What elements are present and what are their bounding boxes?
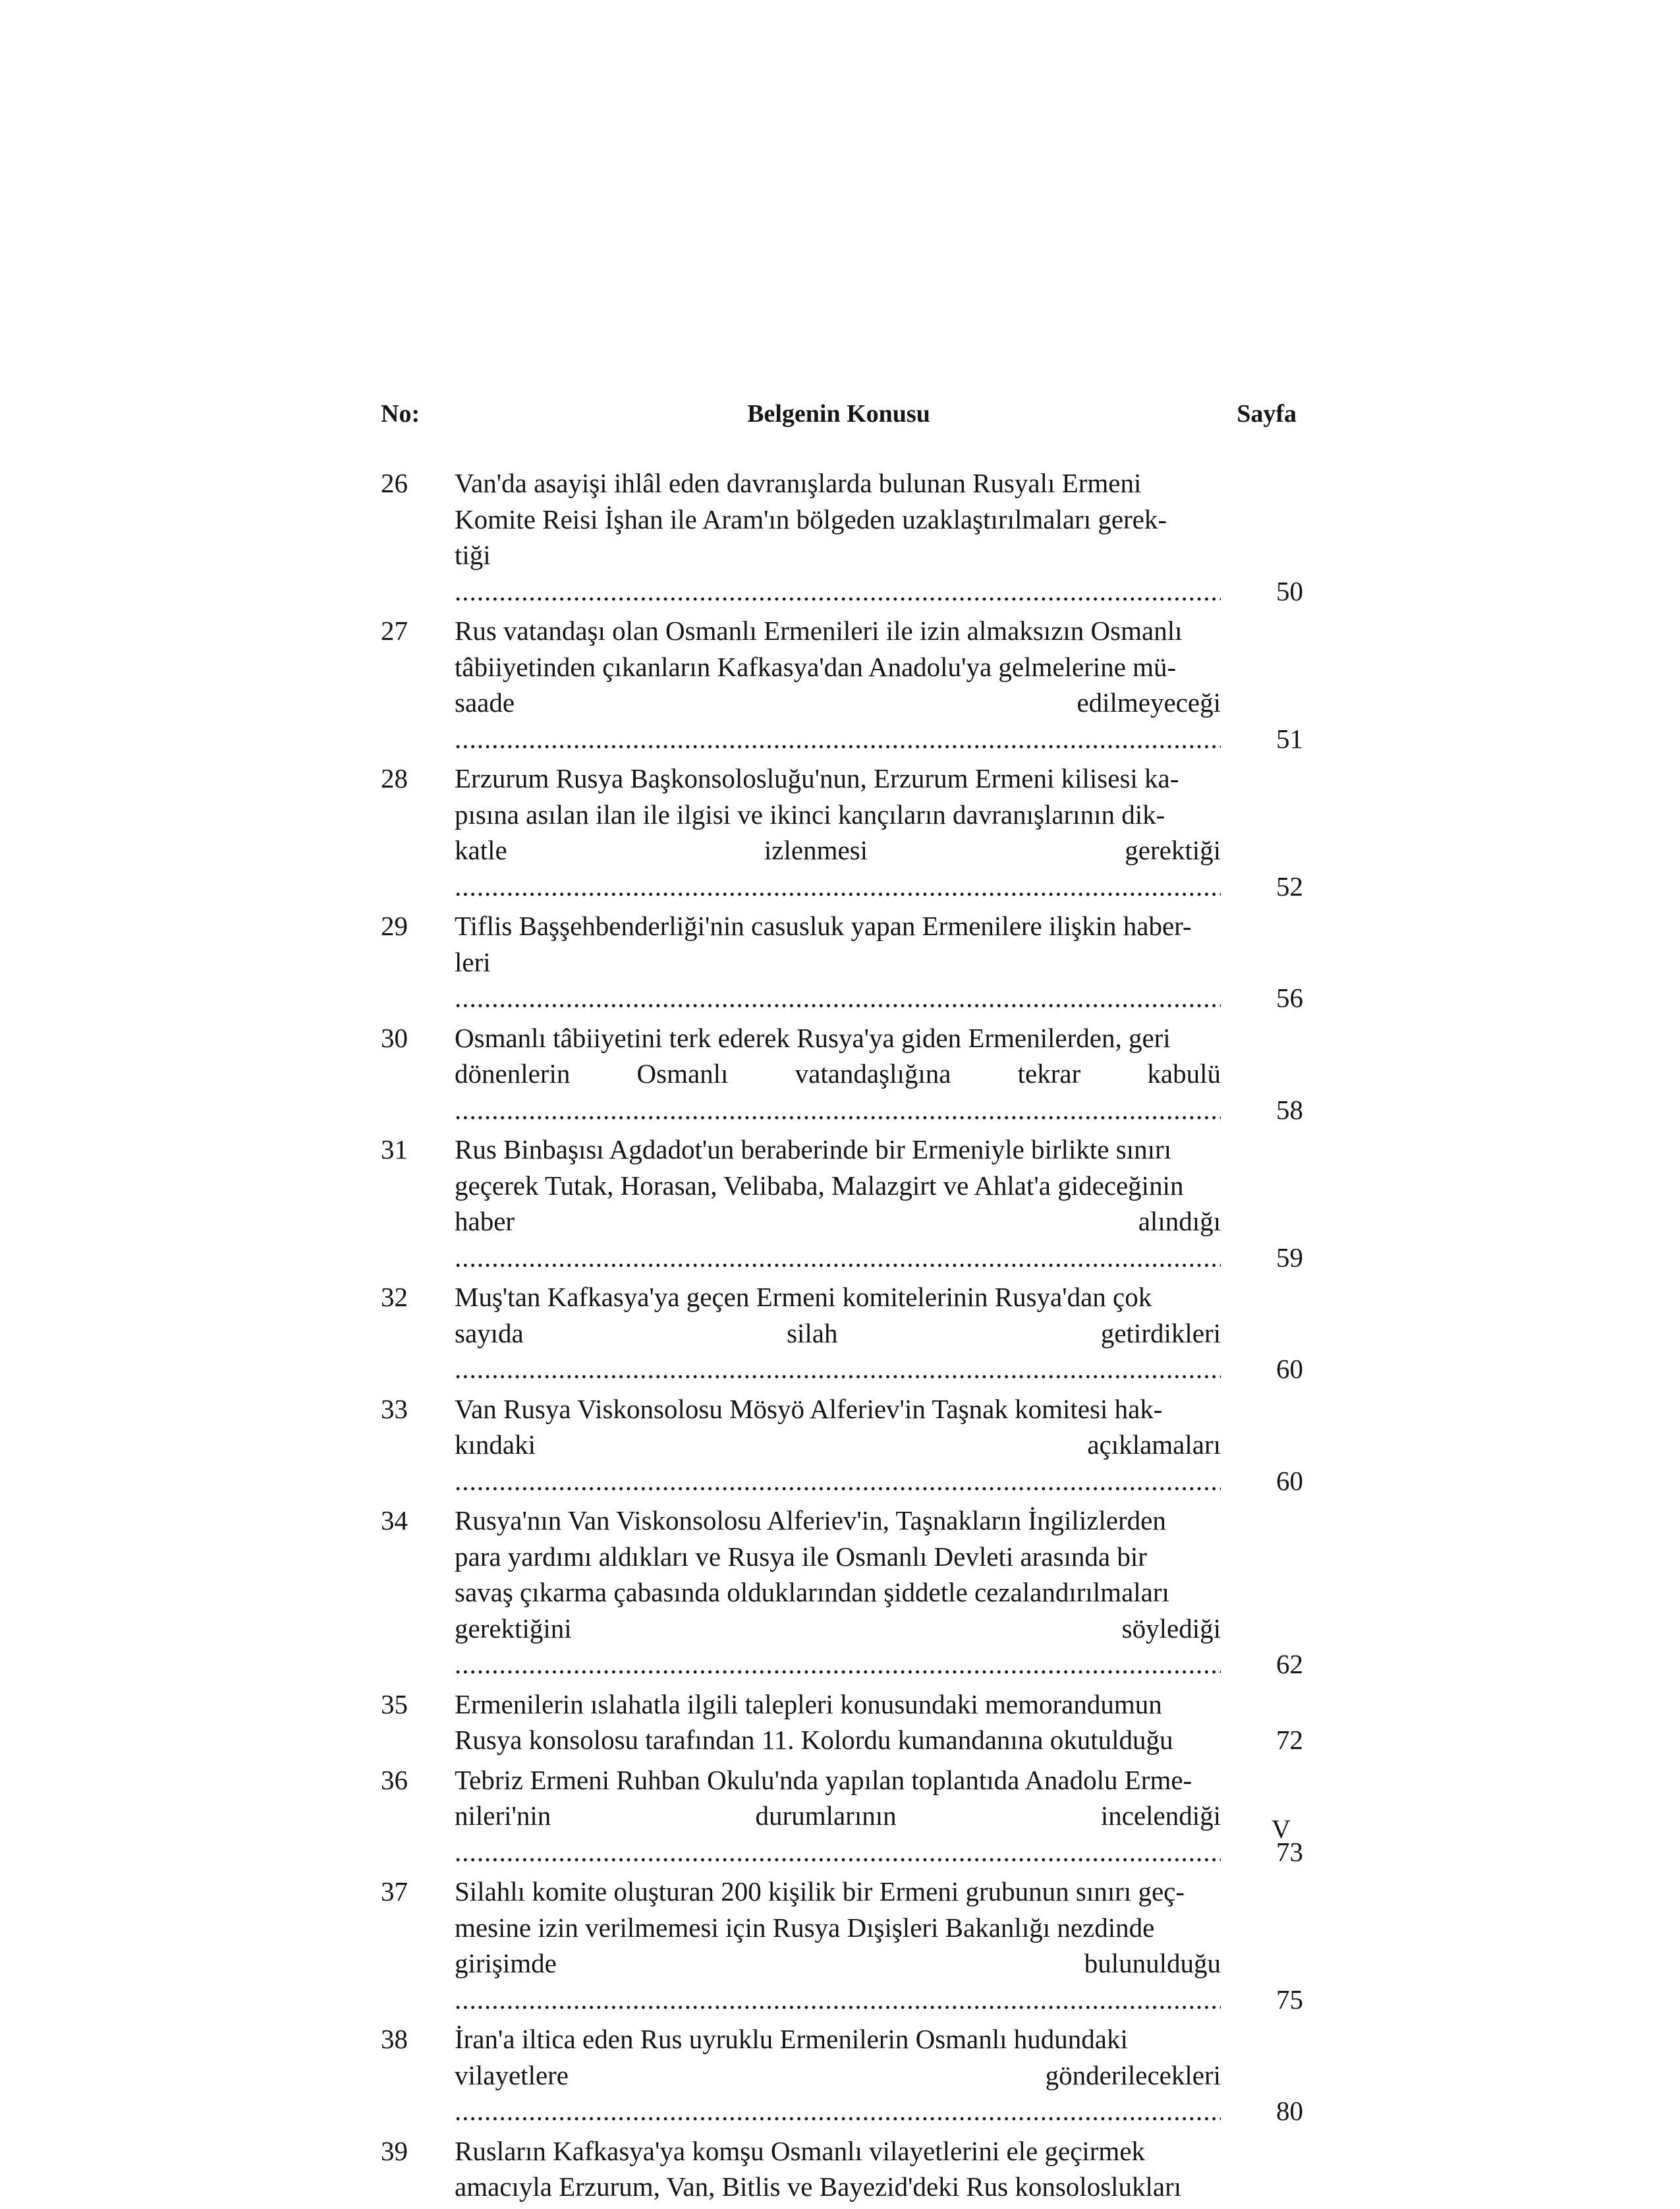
entry-subject: Rus vatandaşı olan Osmanlı Ermenileri ile izin almaksızın Osmanlı tâbiiyetinden çıkanların Kafkasya'dan Anadolu'ya gelmelerine mü- saade edilmeyeceği ..... [455,613,1221,757]
entry-page-number: 51 [1276,723,1303,754]
entry-number: 29 [381,911,408,941]
entry-page-number: 73 [1276,1836,1303,1867]
entry-page-number: 60 [1276,1354,1303,1384]
entry-subject: Ermenilerin ıslahatla ilgili talepleri konusundaki memorandumun Rusya konsolosu tarafından 11. Kolordu kumandanına okutulduğu [455,1688,1173,1755]
entry-page-number: 72 [1276,1725,1303,1755]
entry-number: 27 [381,616,408,646]
page-folio: V [1272,1814,1291,1844]
entry-subject-wrap [455,1279,1221,1387]
entry-number: 35 [381,1688,408,1719]
toc-entry [381,1020,1303,1128]
toc-entry [381,2021,1303,2129]
entry-subject-wrap [455,908,1221,1016]
entry-page-number: 59 [1276,1242,1303,1273]
entry-number: 30 [381,1022,408,1053]
entry-subject: Rusya'nın Van Viskonsolosu Alferiev'in, Taşnakların İngilizlerden para yardımı aldıkları ve Rusya ile Osmanlı Devleti arasında bir savaş çıkarma çabasında olduklarından şiddetle cezalandırılmaları gerektiğini söylediği ..... [455,1503,1221,1682]
entry-subject-wrap [455,1391,1221,1499]
toc-entry [381,1686,1303,1758]
entry-page-number: 52 [1276,871,1303,902]
entry-subject: Muş'tan Kafkasya'ya geçen Ermeni komitelerinin Rusya'dan çok sayıda silah getirdikleri ..... [455,1279,1221,1387]
toc-entry [381,613,1303,757]
toc-entry [381,465,1303,609]
entry-subject-wrap [455,1503,1221,1682]
entry-number: 32 [381,1282,408,1312]
entry-subject-wrap [455,2021,1221,2129]
entry-subject-wrap [455,465,1221,609]
entry-subject-wrap [455,1020,1221,1128]
toc-entry [381,2133,1303,2205]
toc-entry [381,1874,1303,2017]
entry-subject-wrap [455,1686,1221,1758]
entry-subject: Erzurum Rusya Başkonsolosluğu'nun, Erzurum Ermeni kilisesi ka- pısına asılan ilan ile ilgisi ve ikinci kançıların davranışlarının dik- katle izlenmesi gerektiği ..... [455,760,1221,904]
entry-page-number: 75 [1276,1984,1303,2015]
entry-subject: Van Rusya Viskonsolosu Mösyö Alferiev'in Taşnak komitesi hak- kındaki açıklamaları ..... [455,1391,1221,1499]
entry-subject: Silahlı komite oluşturan 200 kişilik bir Ermeni grubunun sınırı geç- mesine izin verilmemesi için Rusya Dışişleri Bakanlığı nezdinde girişimde bulunulduğu ..... [455,1874,1221,2017]
toc-header [381,399,1297,439]
column-header-subject: Belgenin Konusu [747,400,930,428]
entry-page-number: 62 [1276,1649,1303,1679]
toc-entry [381,1132,1303,1275]
entry-number: 28 [381,763,408,793]
entry-subject: Rus Binbaşısı Agdadot'un beraberinde bir Ermeniyle birlikte sınırı geçerek Tutak, Horasan, Velibaba, Malazgirt ve Ahlat'a gideceğinin haber alındığı ..... [455,1132,1221,1275]
entry-subject-wrap [455,2133,1221,2205]
column-header-no: No: [381,400,420,428]
entry-subject-wrap [455,1874,1221,2017]
toc-entry [381,1503,1303,1682]
toc-entry [381,760,1303,904]
entry-subject: Rusların Kafkasya'ya komşu Osmanlı vilayetlerini ele geçirmek amacıyla Erzurum, Van, Bitlis ve Bayezid'deki Rus konsoloslukları [455,2135,1182,2202]
entry-number: 39 [381,2135,408,2166]
toc-entry [381,1279,1303,1387]
toc-entry [381,1391,1303,1499]
entry-page-number: 58 [1276,1094,1303,1125]
entry-page-number: 56 [1276,983,1303,1013]
entry-page-number: 60 [1276,1465,1303,1496]
toc-entry [381,908,1303,1016]
entry-number: 26 [381,468,408,498]
entry-number: 33 [381,1393,408,1424]
entry-number: 36 [381,1764,408,1795]
entry-subject-wrap [455,760,1221,904]
entry-subject: Osmanlı tâbiiyetini terk ederek Rusya'ya giden Ermenilerden, geri dönenlerin Osmanlı vatandaşlığına tekrar kabulü ..... [455,1020,1221,1128]
entry-subject-wrap [455,1762,1221,1870]
entry-subject: Tiflis Başşehbenderliği'nin casusluk yapan Ermenilere ilişkin haber- leri ..... [455,908,1221,1016]
toc-entry [381,1762,1303,1870]
entry-subject-wrap [455,1132,1221,1275]
toc-entries [381,465,1303,2209]
entry-subject: İran'a iltica eden Rus uyruklu Ermenilerin Osmanlı hudundaki vilayetlere gönderilecekleri ..... [455,2021,1221,2129]
entry-page-number: 80 [1276,2096,1303,2126]
entry-subject: Van'da asayişi ihlâl eden davranışlarda bulunan Rusyalı Ermeni Komite Reisi İşhan ile Aram'ın bölgeden uzaklaştırılmaları gerek- tiği ..... [455,465,1221,609]
entry-number: 34 [381,1505,408,1535]
entry-number: 38 [381,2024,408,2054]
entry-subject: Tebriz Ermeni Ruhban Okulu'nda yapılan toplantıda Anadolu Erme- nileri'nin durumlarının incelendiği ..... [455,1762,1221,1870]
entry-number: 37 [381,1876,408,1907]
entry-subject-wrap [455,613,1221,757]
entry-number: 31 [381,1134,408,1164]
entry-page-number: 50 [1276,575,1303,606]
column-header-page: Sayfa [1237,400,1297,428]
